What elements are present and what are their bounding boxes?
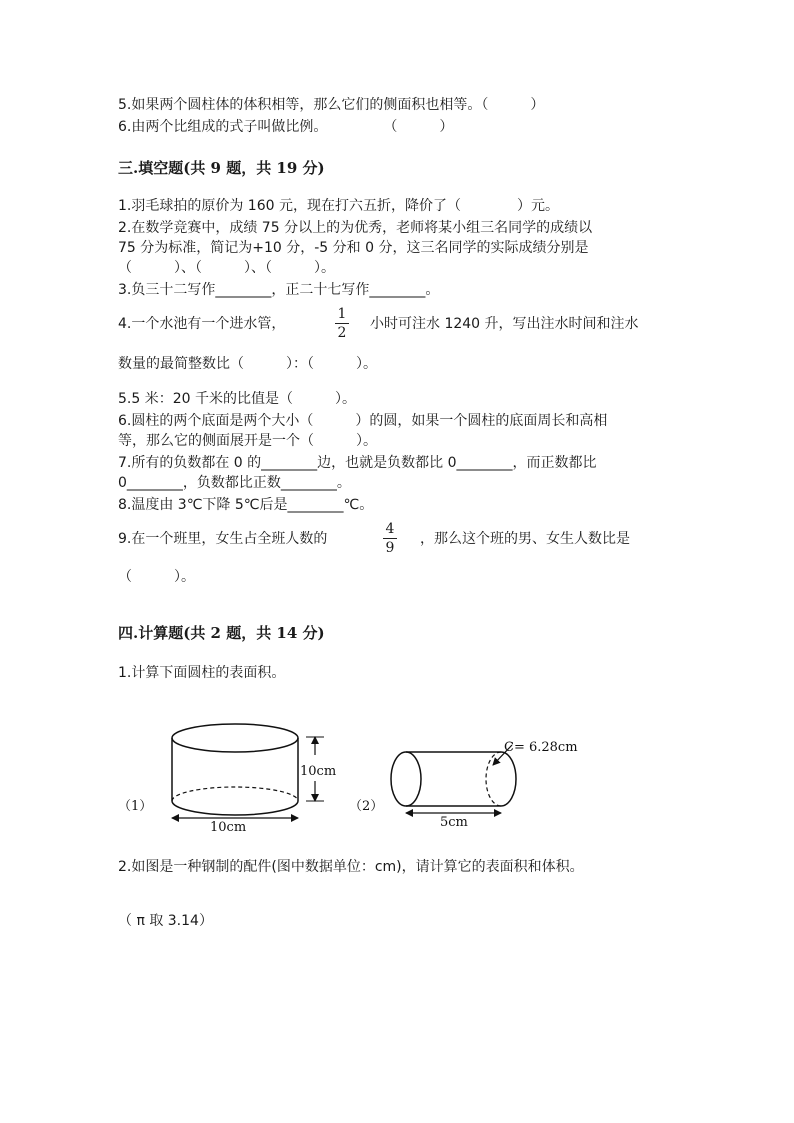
- fill-q7-line1: 7.所有的负数都在 0 的________边，也就是负数都比 0________，而正数都比: [118, 455, 597, 471]
- fraction-bar: [383, 538, 397, 539]
- fraction-denominator: 2: [337, 325, 347, 341]
- pi-note: （ π 取 3.14）: [118, 913, 213, 929]
- calc-q2: 2.如图是一种钢制的配件(图中数据单位：cm)，请计算它的表面积和体积。: [118, 859, 584, 875]
- cylinder-1: [172, 724, 298, 815]
- fill-q2-line1: 2.在数学竞赛中，成绩 75 分以上的为优秀，老师将某小组三名同学的成绩以: [118, 220, 593, 236]
- diameter-label: 10cm: [210, 820, 247, 835]
- figure-label-1: （1）: [118, 799, 153, 814]
- fill-q2-line2: 75 分为标准，简记为+10 分，-5 分和 0 分，这三名同学的实际成绩分别是: [118, 240, 589, 256]
- fill-q4-line2: 数量的最简整数比（ ）：（ ）。: [118, 356, 377, 372]
- fill-q4-line1a: 4.一个水池有一个进水管，: [118, 316, 286, 332]
- fill-q9-line1a: 9.在一个班里，女生占全班人数的: [118, 531, 328, 547]
- fill-q7-line2: 0________，负数都比正数________。: [118, 475, 351, 491]
- fill-q5: 5.5 米：20 千米的比值是（ ）。: [118, 391, 356, 407]
- height-label: 10cm: [300, 764, 337, 779]
- fill-q1: 1.羽毛球拍的原价为 160 元，现在打六五折，降价了（ ）元。: [118, 198, 559, 214]
- fraction-four-ninths: [383, 521, 397, 556]
- fraction-numerator: 4: [385, 521, 395, 537]
- fraction-one-half: [335, 306, 349, 341]
- fill-q6-line2: 等，那么它的侧面展开是一个（ ）。: [118, 433, 377, 449]
- section-4-heading: 四.计算题(共 2 题，共 14 分): [118, 624, 325, 642]
- length-label: 5cm: [440, 815, 468, 830]
- fill-q9-line1b: ，那么这个班的男、女生人数比是: [420, 531, 630, 547]
- fill-q3: 3.负三十二写作________，正二十七写作________。: [118, 282, 440, 298]
- fraction-numerator: 1: [337, 306, 347, 322]
- judgement-q5: 5.如果两个圆柱体的体积相等，那么它们的侧面积也相等。（ ）: [118, 97, 545, 113]
- fill-q9-line2: （ ）。: [118, 569, 195, 585]
- fill-q2-line3: （ ）、（ ）、（ ）。: [118, 260, 335, 276]
- judgement-q6: 6.由两个比组成的式子叫做比例。 （ ）: [118, 119, 454, 135]
- fill-q6-line1: 6.圆柱的两个底面是两个大小（ ）的圆，如果一个圆柱的底面周长和高相: [118, 413, 608, 429]
- figure-label-2: （2）: [349, 799, 384, 814]
- calc-q1: 1.计算下面圆柱的表面积。: [118, 665, 286, 681]
- cylinder-figures: [118, 715, 588, 845]
- circumference-label: C= 6.28cm: [504, 740, 578, 755]
- fill-q8: 8.温度由 3℃下降 5℃后是________℃。: [118, 497, 374, 513]
- fraction-bar: [335, 323, 349, 324]
- fill-q4-line1b: 小时可注水 1240 升，写出注水时间和注水: [370, 316, 639, 332]
- section-3-heading: 三.填空题(共 9 题，共 19 分): [118, 159, 325, 177]
- fraction-denominator: 9: [385, 540, 395, 556]
